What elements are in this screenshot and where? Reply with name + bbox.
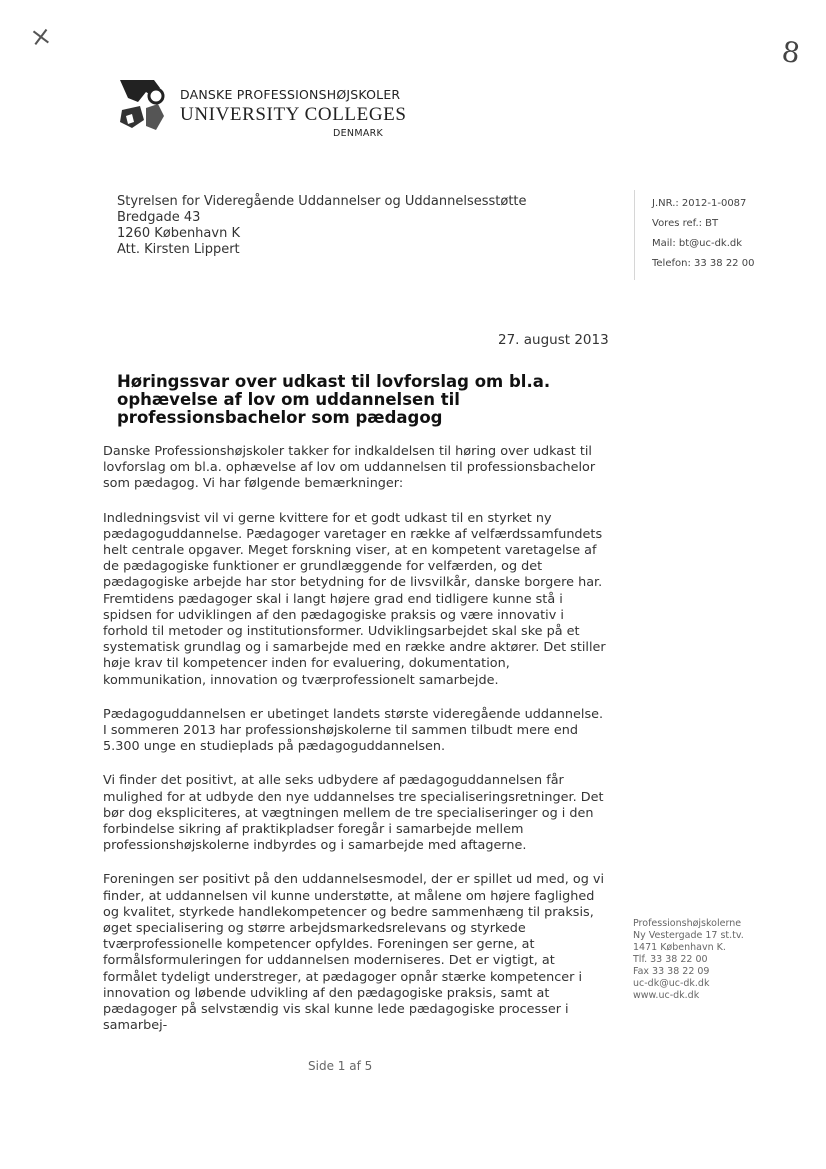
body-paragraph: Vi finder det positivt, at alle seks udbydere af pædagoguddannelsen får mulighed for at udbyde den nye uddannelses tre specialiseringsretninger. Det bør dog ekspliciteres, at vægtningen mellem de tre specialiseringer og i den forbindelse sikring af praktikpladser foregår i samarbejde mellem professionshøjskolerne indbyrdes og i samarbejde med aftagerne.	[103, 773, 604, 854]
organization-name: DANSKE PROFESSIONSHØJSKOLER	[180, 87, 401, 102]
address-line: Professionshøjskolerne	[633, 918, 742, 929]
address-line: 1471 København K.	[633, 942, 726, 953]
address-line: Tlf. 33 38 22 00	[633, 954, 708, 965]
organization-country: DENMARK	[333, 128, 384, 139]
organization-logo-icon	[116, 76, 176, 136]
body-paragraph: Indledningsvist vil vi gerne kvittere for et godt udkast til en styrket ny pædagoguddannelse. Pædagoger varetager en række af velfærdssamfundets helt centrale opgaver. Meget forskning viser, at en kompetent varetagelse af de pædagogiske funktioner er grundlæggende for velfærden, og det pædagogiske arbejde har stor betydning for de livsvilkår, danske borgere har. Fremtidens pædagoger skal i langt højere grad end tidligere kunne stå i spidsen for udviklingen af den pædagogiske praksis og være innovativ i forhold til metoder og institutionsformer. Udviklingsarbejdet skal ske på et systematisk grundlag og i samarbejde med en række andre aktører. Det stiller høje krav til kompetencer inden for evaluering, dokumentation, kommunikation, innovation og tværprofessionelt samarbejde.	[103, 510, 606, 688]
address-line: uc-dk@uc-dk.dk	[633, 978, 710, 989]
address-line: Ny Vestergade 17 st.tv.	[633, 930, 744, 941]
reference-info	[652, 194, 754, 274]
organization-subtitle: UNIVERSITY COLLEGES	[180, 104, 407, 125]
journal-number: J.NR.: 2012-1-0087	[652, 198, 747, 209]
our-reference: Vores ref.: BT	[652, 218, 719, 229]
letter-date: 27. august 2013	[498, 332, 609, 348]
document-title: Høringssvar over udkast til lovforslag om bl.a. ophævelse af lov om uddannelsen til professionsbachelor som pædagog	[117, 372, 551, 427]
sender-address	[633, 918, 744, 1002]
recipient-line: Att. Kirsten Lippert	[117, 242, 240, 257]
body-paragraph: Pædagoguddannelsen er ubetinget landets største videregående uddannelse. I sommeren 2013 har professionshøjskolerne til sammen tilbudt mere end 5.300 unge en studieplads på pædagoguddannelsen.	[103, 706, 604, 755]
address-line: Fax 33 38 22 09	[633, 966, 710, 977]
address-line: www.uc-dk.dk	[633, 990, 700, 1001]
recipient-line: Styrelsen for Videregående Uddannelser og Uddannelsesstøtte	[117, 194, 527, 209]
body-paragraph: Foreningen ser positivt på den uddannelsesmodel, der er spillet ud med, og vi finder, at uddannelsen vil kunne understøtte, at målene om højere faglighed og kvalitet, styrkede handlekompetencer og bedre sammenhæng til praksis, øget specialisering og større arbejdsmarkedsrelevans og styrkede tværprofessionelle kompetencer opfyldes. Foreningen ser gerne, at formålsformuleringen for uddannelsen moderniseres. Det er vigtigt, at formålet tydeligt understreger, at pædagoger opnår stærke kompetencer i innovation og løbende udvikling af den pædagogiske praksis, samt at pædagoger på selvstændig vis skal kunne lede pædagogiske processer i samarbej-	[103, 872, 605, 1034]
handwritten-cross-mark: ×	[28, 20, 54, 54]
margin-divider	[634, 190, 635, 280]
page-number: Side 1 af 5	[308, 1059, 373, 1073]
contact-mail: Mail: bt@uc-dk.dk	[652, 238, 743, 249]
letter-body	[103, 444, 608, 1053]
recipient-line: Bredgade 43	[117, 210, 201, 225]
recipient-line: 1260 København K	[117, 226, 240, 241]
recipient-address	[117, 194, 527, 258]
contact-phone: Telefon: 33 38 22 00	[652, 258, 755, 269]
body-paragraph: Danske Professionshøjskoler takker for indkaldelsen til høring over udkast til lovforslag om bl.a. ophævelse af lov om uddannelsen til professionsbachelor som pædagog. Vi har følgende bemærkninger:	[103, 444, 596, 492]
handwritten-page-number: 8	[779, 34, 803, 71]
